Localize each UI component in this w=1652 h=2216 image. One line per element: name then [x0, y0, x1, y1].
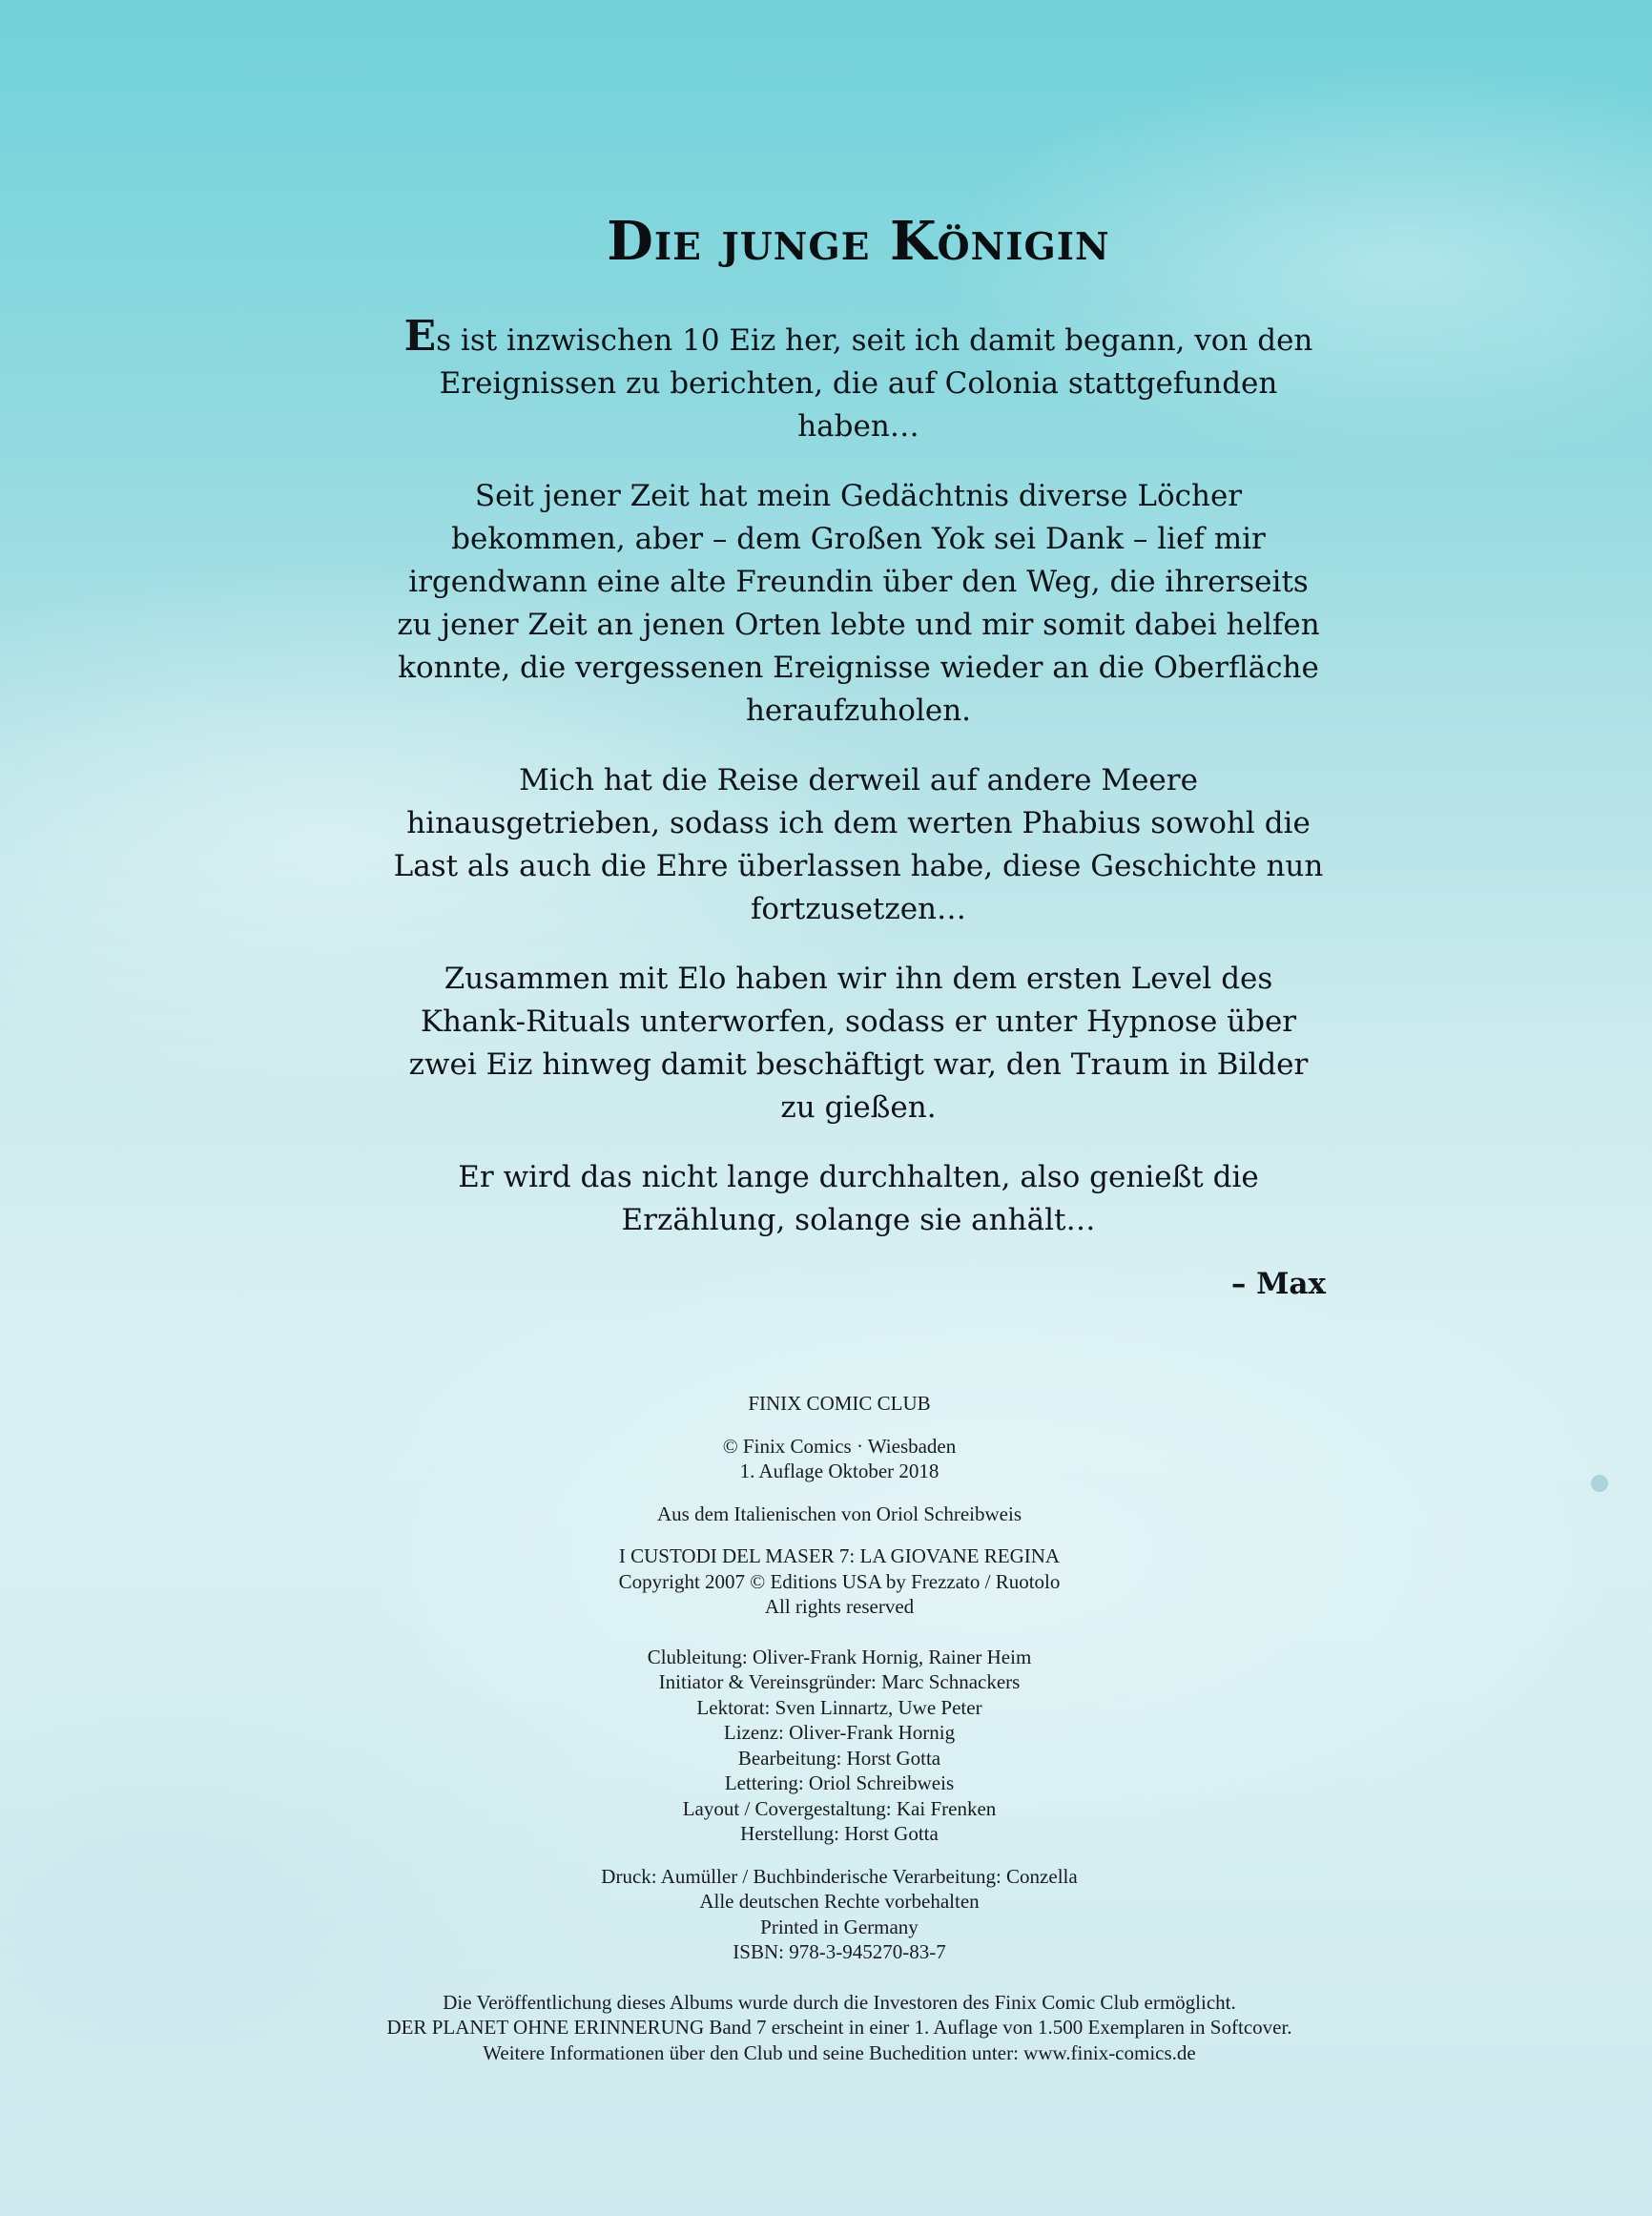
credit-line: Herstellung: Horst Gotta — [740, 1822, 939, 1845]
credit-line: Bearbeitung: Horst Gotta — [737, 1746, 941, 1770]
page-title: Die junge Königin — [607, 210, 1110, 273]
imprint — [286, 1391, 1393, 2082]
paragraph-4: Zusammen mit Elo haben wir ihn dem ersten Level des Khank-Rituals unterworfen, sodass er unter Hypnose über zwei Eiz hinweg damit beschäftigt war, den Traum in Bilder zu gießen. — [408, 962, 1309, 1125]
paragraph-5: Er wird das nicht lange durchhalten, also genießt die Erzählung, solange sie anhält… — [458, 1160, 1259, 1237]
drop-cap: E — [403, 312, 437, 361]
signature: – Max — [1230, 1267, 1326, 1301]
credit-line: Lizenz: Oliver-Frank Hornig — [723, 1721, 956, 1744]
translation-credit: Aus dem Italienischen von Oriol Schreibweis — [657, 1501, 1022, 1525]
imprint-print-block — [286, 1864, 1393, 1965]
imprint-footer-block — [286, 1990, 1393, 2066]
credit-line: Lektorat: Sven Linnartz, Uwe Peter — [696, 1695, 982, 1719]
german-rights: Alle deutschen Rechte vorbehalten — [699, 1890, 980, 1913]
paragraph-2: Seit jener Zeit hat mein Gedächtnis diverse Löcher bekommen, aber – dem Großen Yok sei Dank – lief mir irgendwann eine alte Freundin über den Weg, die ihrerseits zu jener Zeit an jenen Orten lebte und mir somit dabei helfen konnte, die vergessenen Ereignisse wieder an die Oberfläche heraufzuholen. — [397, 479, 1320, 728]
paragraph-3: Mich hat die Reise derweil auf andere Meere hinausgetrieben, sodass ich dem werten Phabius sowohl die Last als auch die Ehre überlassen habe, diese Geschichte nun fortzusetzen… — [393, 763, 1324, 926]
isbn: ISBN: 978-3-945270-83-7 — [733, 1940, 946, 1963]
imprint-translation-block — [286, 1501, 1393, 1527]
credit-line: Layout / Covergestaltung: Kai Frenken — [682, 1796, 997, 1820]
background-speck — [1591, 1475, 1608, 1492]
credit-line: Initiator & Vereinsgründer: Marc Schnackers — [658, 1670, 1021, 1693]
print-credit: Druck: Aumüller / Buchbinderische Verarbeitung: Conzella — [601, 1864, 1078, 1888]
footer-line: DER PLANET OHNE ERINNERUNG Band 7 erscheint in einer 1. Auflage von 1.500 Exemplaren in Softcover. — [386, 2016, 1292, 2039]
imprint-publisher-block — [286, 1434, 1393, 1484]
edition: 1. Auflage Oktober 2018 — [739, 1460, 940, 1482]
club-name: FINIX COMIC CLUB — [748, 1392, 931, 1415]
imprint-original-block — [286, 1543, 1393, 1620]
credit-line: Lettering: Oriol Schreibweis — [724, 1771, 955, 1794]
paragraph-1-text: s ist inzwischen 10 Eiz her, seit ich damit begann, von den Ereignissen zu berichten, die auf Colonia stattgefunden haben… — [436, 323, 1313, 444]
original-title: I CUSTODI DEL MASER 7: LA GIOVANE REGINA — [618, 1544, 1061, 1567]
credit-line: Clubleitung: Oliver-Frank Hornig, Rainer Heim — [647, 1645, 1032, 1668]
foreword — [382, 210, 1335, 1301]
imprint-credits-block — [286, 1645, 1393, 1847]
printed-in: Printed in Germany — [760, 1915, 919, 1938]
rights-reserved: All rights reserved — [764, 1595, 915, 1618]
publisher: © Finix Comics · Wiesbaden — [722, 1434, 957, 1458]
original-copyright: Copyright 2007 © Editions USA by Frezzato / Ruotolo — [618, 1569, 1061, 1593]
footer-line: Die Veröffentlichung dieses Albums wurde durch die Investoren des Finix Comic Club ermöglicht. — [443, 1990, 1236, 2014]
footer-line: Weitere Informationen über den Club und seine Buchedition unter: www.finix-comics.de — [483, 2040, 1196, 2064]
paragraph-1 — [382, 312, 1335, 448]
imprint-club-block — [286, 1391, 1393, 1417]
